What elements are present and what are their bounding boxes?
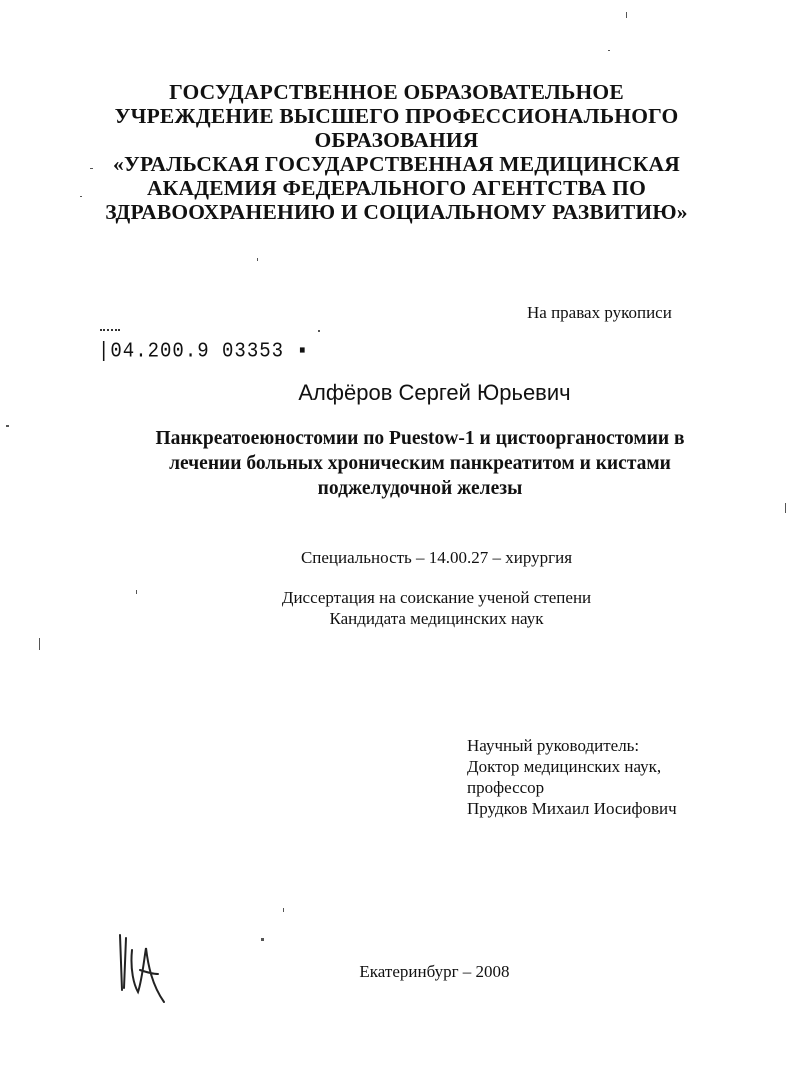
title-line: поджелудочной железы	[317, 478, 523, 499]
library-stamp-number	[98, 339, 309, 363]
title-line: лечении больных хроническим панкреатитом и кистами	[169, 453, 671, 474]
specialty-text: Специальность – 14.00.27 – хирургия	[300, 548, 573, 567]
author-name-text: Алфёров Сергей Юрьевич	[298, 380, 571, 405]
header-line: ГОСУДАРСТВЕННОЕ ОБРАЗОВАТЕЛЬНОЕ	[169, 80, 624, 104]
header-line: ОБРАЗОВАНИЯ	[314, 128, 479, 152]
advisor-line: Доктор медицинских наук,	[467, 757, 662, 776]
header-line: УЧРЕЖДЕНИЕ ВЫСШЕГО ПРОФЕССИОНАЛЬНОГО	[114, 104, 679, 128]
scan-speck	[80, 196, 82, 197]
header-line: ЗДРАВООХРАНЕНИЮ И СОЦИАЛЬНОМУ РАЗВИТИЮ»	[105, 200, 688, 224]
advisor-line: Научный руководитель:	[467, 736, 640, 755]
manuscript-note: На правах рукописи	[527, 303, 672, 322]
title-line: Панкреатоеюностомии по Puestow-1 и цистоорганостомии в	[155, 428, 685, 449]
dissertation-title	[115, 426, 725, 501]
scan-speck	[785, 503, 786, 513]
stamp-digits: 04.200.9 03353	[110, 338, 285, 364]
scan-speck	[90, 168, 93, 169]
institution-header	[60, 80, 733, 224]
stamp-bar: |	[98, 338, 111, 364]
advisor-line: профессор	[467, 778, 545, 797]
header-line: АКАДЕМИЯ ФЕДЕРАЛЬНОГО АГЕНТСТВА ПО	[146, 176, 647, 200]
author-name	[0, 380, 793, 406]
header-line: «УРАЛЬСКАЯ ГОСУДАРСТВЕННАЯ МЕДИЦИНСКАЯ	[113, 152, 680, 176]
scan-speck	[39, 638, 40, 650]
scan-speck	[283, 908, 284, 912]
stamp-tail-mark: ▪	[284, 338, 309, 364]
scientific-advisor	[467, 735, 677, 819]
scan-speck	[318, 330, 320, 332]
advisor-line: Прудков Михаил Иосифович	[467, 799, 677, 818]
stamp-dash-mark	[100, 329, 120, 333]
scan-speck	[6, 425, 9, 427]
degree-line: Диссертация на соискание ученой степени	[281, 588, 592, 607]
scan-speck	[257, 258, 258, 261]
scan-speck	[261, 938, 264, 941]
specialty	[0, 548, 793, 568]
scan-speck	[608, 50, 610, 51]
city-year-text: Екатеринбург – 2008	[359, 962, 510, 981]
degree-line: Кандидата медицинских наук	[329, 609, 544, 628]
scan-speck	[136, 590, 137, 594]
scan-speck	[626, 12, 627, 18]
city-year	[0, 962, 793, 982]
degree-statement	[0, 587, 793, 629]
